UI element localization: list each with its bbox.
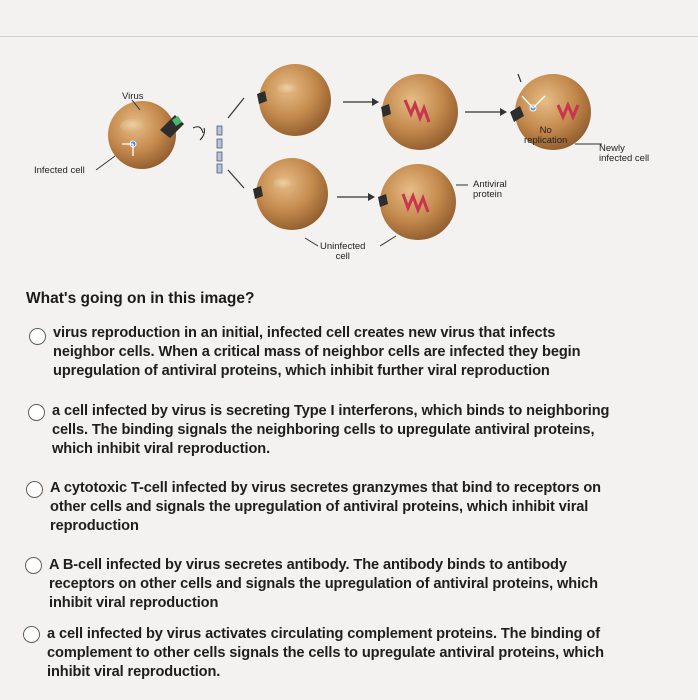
option-3-line-3: reproduction [50,518,139,534]
option-1-radio[interactable] [29,328,46,345]
neighbor-cell-upper [257,64,331,136]
option-2-line-1: a cell infected by virus is secreting Type I interferons, which binds to neighboring [52,403,610,419]
interferon-particles [193,126,222,173]
option-2-radio[interactable] [28,404,45,421]
infected-cell [96,100,184,170]
option-1-line-3: upregulation of antiviral proteins, which inhibit further viral reproduction [53,363,550,379]
option-4-line-1: A B-cell infected by virus secretes antibody. The antibody binds to antibody [49,557,567,573]
option-3-line-1: A cytotoxic T-cell infected by virus secretes granzymes that bind to receptors on [50,480,601,496]
option-4-radio[interactable] [25,557,42,574]
label-infected-cell: Infected cell [34,165,85,176]
antiviral-cell-lower [378,164,456,240]
option-5-line-3: inhibit viral reproduction. [47,664,221,680]
option-2-line-3: which inhibit viral reproduction. [52,441,271,457]
interferon-diagram [0,60,698,275]
label-no-replication: No replication [524,125,568,146]
option-1-line-2: neighbor cells. When a critical mass of neighbor cells are infected they begin [53,344,581,360]
option-5-radio[interactable] [23,626,40,643]
label-newly-infected: Newly infected cell [599,143,650,164]
option-3-line-2: other cells and signals the upregulation of antiviral proteins, which inhibit viral [50,499,589,515]
option-3-radio[interactable] [26,481,43,498]
label-virus: Virus [122,91,144,102]
option-4-line-3: inhibit viral reproduction [49,595,219,611]
question-text: What's going on in this image? [26,290,255,307]
option-5-line-2: complement to other cells signals the cells to upregulate antiviral proteins, which [47,645,604,661]
top-divider [0,36,698,37]
option-1-line-1: virus reproduction in an initial, infected cell creates new virus that infects [53,325,556,341]
option-4-line-2: receptors on other cells and signals the upregulation of antiviral proteins, which [49,576,598,592]
neighbor-cell-lower [253,158,328,230]
option-5-line-1: a cell infected by virus activates circulating complement proteins. The binding of [47,626,600,642]
option-2-line-2: cells. The binding signals the neighboring cells to upregulate antiviral proteins, [52,422,595,438]
antiviral-cell-upper [381,74,458,150]
label-antiviral-protein: Antiviral protein [473,179,507,200]
label-uninfected-cell: Uninfected cell [320,241,366,262]
